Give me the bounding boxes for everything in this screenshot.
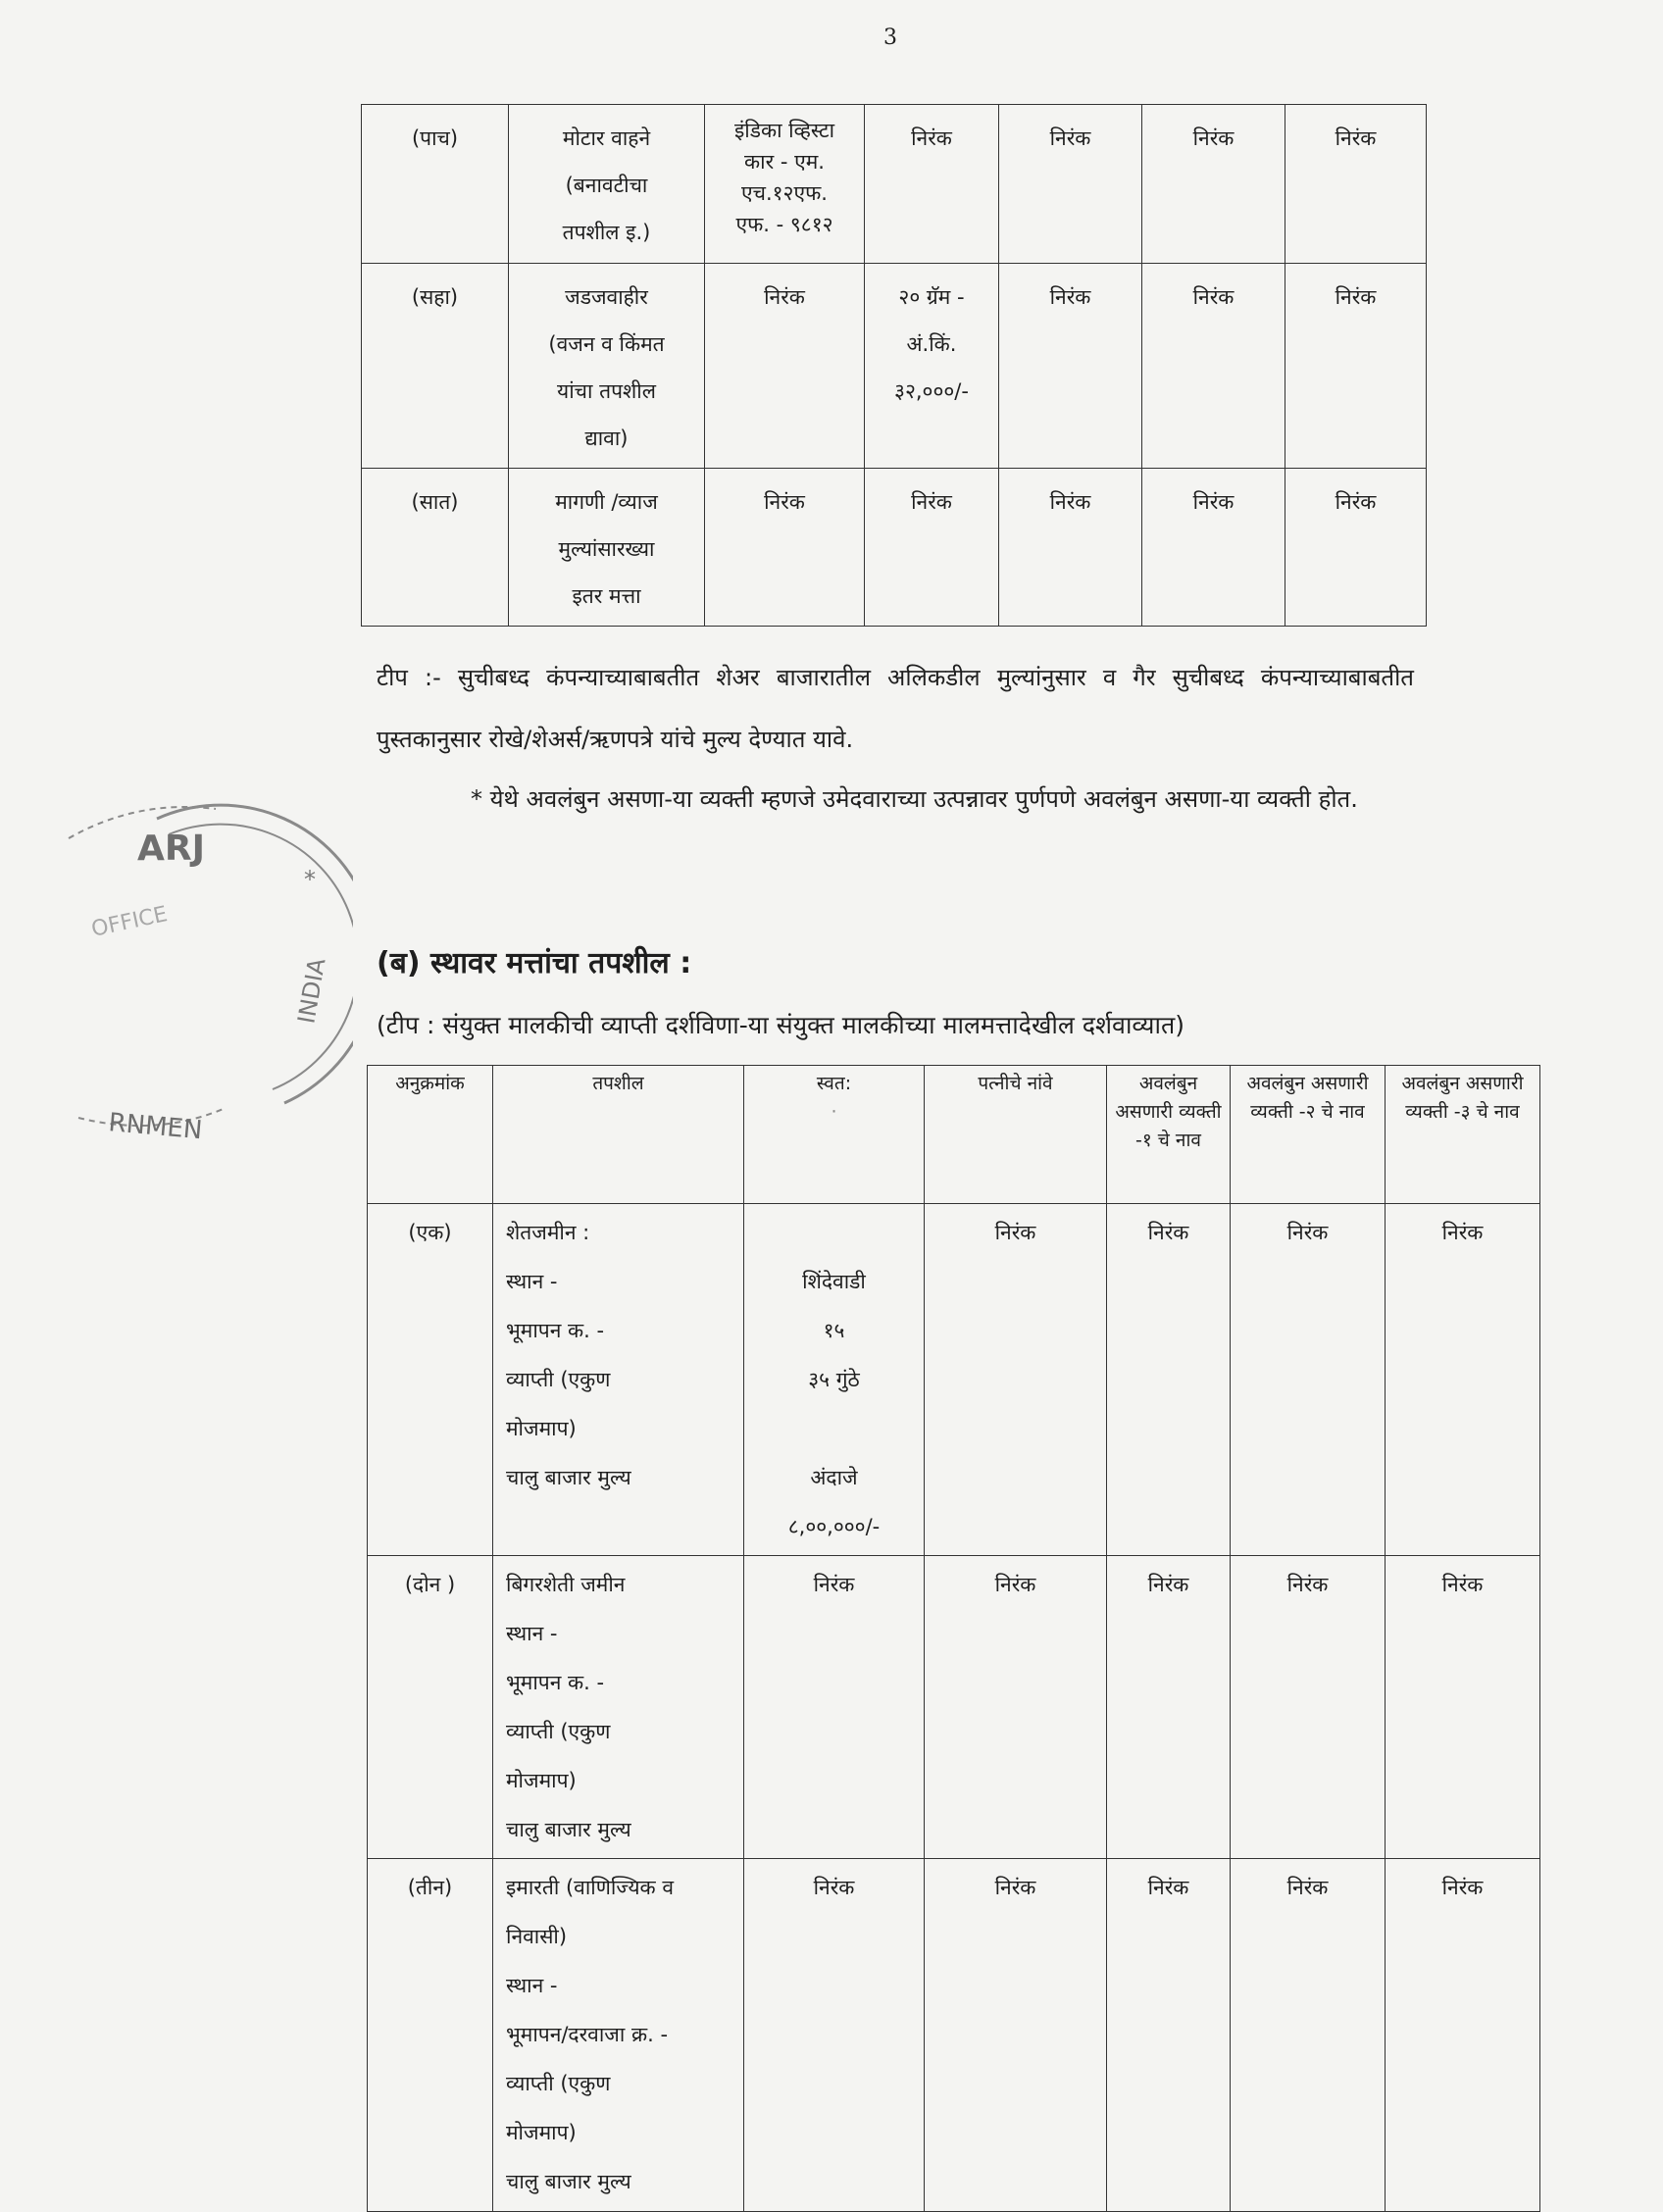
table-row: [368, 1204, 1540, 1556]
seal-bottom-text: RNMEN: [107, 1108, 204, 1146]
details-cell-line: स्थान -: [506, 1974, 558, 1997]
self-cell: [744, 1556, 925, 1859]
details-cell-line: भूमापन क. -: [506, 1671, 605, 1694]
description-cell-line: मोटार वाहने: [562, 126, 651, 150]
details-cell-line: मोजमाप): [506, 1769, 577, 1792]
details-cell-line: भूमापन/दरवाजा क्र. -: [506, 2023, 669, 2046]
table-row: [368, 1859, 1540, 2212]
header-self: स्वत: ·: [744, 1066, 925, 1204]
description-cell-line: जडजवाहीर: [565, 285, 648, 309]
spouse-cell-line: २० ग्रॅम -: [898, 285, 965, 309]
details-cell-line: चालु बाजार मुल्य: [506, 1466, 631, 1489]
description-cell: [509, 469, 705, 627]
details-cell-line: व्याप्ती (एकुण: [506, 1720, 611, 1743]
details-cell-line: चालु बाजार मुल्य: [506, 2170, 631, 2193]
spouse-cell: निरंक: [865, 469, 999, 627]
spouse-cell: [865, 264, 999, 469]
dependent-3-cell: निरंक: [1386, 1859, 1540, 2212]
seal-middle-text: OFFICE: [89, 902, 170, 942]
self-cell: [705, 469, 865, 627]
note-dependents: * येथे अवलंबुन असणा-या व्यक्ती म्हणजे उमेदवाराच्या उत्पन्नावर पुर्णपणे अवलंबुन असणा-या व्यक्ती होत.: [471, 785, 1358, 813]
details-cell: [493, 1204, 744, 1556]
dependent-1-cell: निरंक: [999, 469, 1142, 627]
self-cell: [705, 105, 865, 264]
self-cell-line: [752, 1404, 916, 1453]
self-cell-line: निरंक: [813, 1573, 855, 1596]
self-cell: [744, 1859, 925, 2212]
self-cell-line: एच.१२एफ.: [741, 181, 828, 205]
dependent-2-cell: निरंक: [1231, 1556, 1386, 1859]
spouse-cell-line: अं.किं.: [906, 332, 957, 356]
details-cell: [493, 1859, 744, 2212]
self-cell-line: निरंक: [813, 1876, 855, 1899]
description-cell: [509, 105, 705, 264]
self-cell-line: [752, 1208, 916, 1257]
seal-star-icon: *: [304, 866, 316, 893]
description-cell-line: मुल्यांसारख्या: [558, 537, 655, 561]
serial-cell: (सात): [362, 469, 509, 627]
dependent-1-cell: निरंक: [1107, 1556, 1231, 1859]
spouse-cell-line: ३२,०००/-: [894, 379, 969, 403]
dependent-2-cell: निरंक: [1231, 1204, 1386, 1556]
self-cell-line: कार - एम.: [744, 150, 825, 174]
details-cell-line: व्याप्ती (एकुण: [506, 2072, 611, 2095]
self-cell-line: निरंक: [764, 490, 805, 514]
description-cell-line: यांचा तपशील: [557, 379, 656, 403]
dependent-3-cell: निरंक: [1285, 469, 1427, 627]
page-number: 3: [883, 25, 897, 50]
seal-top-text: ARJ: [137, 829, 205, 869]
details-cell-line: स्थान -: [506, 1270, 558, 1293]
header-spouse: पत्नीचे नांवे: [925, 1066, 1107, 1204]
details-cell-line: व्याप्ती (एकुण: [506, 1368, 611, 1391]
dependent-1-cell: निरंक: [1107, 1204, 1231, 1556]
description-cell-line: (बनावटीचा: [565, 174, 648, 197]
serial-cell: (तीन): [368, 1859, 493, 2212]
header-dependent-1: अवलंबुन असणारी व्यक्ती -१ चे नाव: [1107, 1066, 1231, 1204]
table-header-row: [368, 1066, 1540, 1204]
spouse-cell: निरंक: [925, 1556, 1107, 1859]
dependent-2-cell: निरंक: [1142, 264, 1285, 469]
description-cell-line: द्यावा): [584, 427, 629, 450]
dependent-2-cell: निरंक: [1142, 469, 1285, 627]
dependent-3-cell: निरंक: [1386, 1556, 1540, 1859]
note-listed-companies: टीप :- सुचीबध्द कंपन्याच्याबाबतीत शेअर बाजारातील अलिकडील मुल्यांनुसार व गैर सुचीबध्द कंपन्याच्याबाबतीत पुस्तकानुसार रोखे/शेअर्स/ऋणपत्रे यांचे मुल्य देण्यात यावे.: [377, 664, 1414, 753]
spouse-cell: निरंक: [865, 105, 999, 264]
dependent-2-cell: निरंक: [1231, 1859, 1386, 2212]
description-cell: [509, 264, 705, 469]
serial-cell: (एक): [368, 1204, 493, 1556]
details-cell-line: भूमापन क. -: [506, 1319, 605, 1342]
dependent-2-cell: निरंक: [1142, 105, 1285, 264]
serial-cell: (दोन ): [368, 1556, 493, 1859]
details-cell-line: मोजमाप): [506, 1417, 577, 1440]
dependent-1-cell: निरंक: [999, 105, 1142, 264]
dependent-3-cell: निरंक: [1285, 105, 1427, 264]
details-cell-line: चालु बाजार मुल्य: [506, 1818, 631, 1841]
immovable-assets-table: [367, 1065, 1540, 2212]
header-dependent-2: अवलंबुन असणारी व्यक्ती -२ चे नाव: [1231, 1066, 1386, 1204]
self-cell-line: निरंक: [764, 285, 805, 309]
description-cell-line: मागणी /व्याज: [555, 490, 658, 514]
spouse-cell: निरंक: [925, 1204, 1107, 1556]
header-dependent-3: अवलंबुन असणारी व्यक्ती -३ चे नाव: [1386, 1066, 1540, 1204]
self-cell-line: शिंदेवाडी: [802, 1270, 866, 1293]
seal-side-text: INDIA: [292, 956, 331, 1027]
self-cell-line: १५: [823, 1319, 845, 1342]
office-seal: [39, 779, 353, 1152]
header-serial: अनुक्रमांक: [368, 1066, 493, 1204]
details-cell-line: शेतजमीन :: [506, 1221, 590, 1244]
self-cell-line: इंडिका व्हिस्टा: [733, 119, 835, 142]
table-row: [362, 469, 1427, 627]
serial-cell: (सहा): [362, 264, 509, 469]
details-cell-line: इमारती (वाणिज्यिक व: [506, 1876, 675, 1899]
description-cell-line: (वजन व किंमत: [548, 332, 665, 356]
details-cell-line: मोजमाप): [506, 2121, 577, 2144]
details-cell-line: निवासी): [506, 1925, 568, 1948]
movable-assets-table: [361, 104, 1427, 627]
description-cell-line: इतर मत्ता: [572, 584, 641, 608]
table-row: [362, 105, 1427, 264]
self-cell: [705, 264, 865, 469]
details-cell-line: बिगरशेती जमीन: [506, 1573, 626, 1596]
dependent-3-cell: निरंक: [1285, 264, 1427, 469]
header-details: तपशील: [493, 1066, 744, 1204]
section-heading-immovable: (ब) स्थावर मत्तांचा तपशील :: [377, 946, 692, 980]
table-row: [362, 264, 1427, 469]
self-cell-line: एफ. - ९८१२: [735, 213, 833, 236]
details-cell-line: स्थान -: [506, 1622, 558, 1645]
self-cell-line: अंदाजे: [810, 1466, 858, 1489]
serial-cell: (पाच): [362, 105, 509, 264]
dependent-3-cell: निरंक: [1386, 1204, 1540, 1556]
dependent-1-cell: निरंक: [1107, 1859, 1231, 2212]
self-cell-line: ३५ गुंठे: [808, 1368, 860, 1391]
self-cell: [744, 1204, 925, 1556]
section-note-joint-ownership: (टीप : संयुक्त मालकीची व्याप्ती दर्शविणा-या संयुक्त मालकीच्या मालमत्तादेखील दर्शवाव्यात): [377, 1011, 1184, 1039]
spouse-cell: निरंक: [925, 1859, 1107, 2212]
description-cell-line: तपशील इ.): [562, 221, 651, 244]
dependent-1-cell: निरंक: [999, 264, 1142, 469]
self-cell-line: ८,००,०००/-: [787, 1515, 881, 1538]
details-cell: [493, 1556, 744, 1859]
table-row: [368, 1556, 1540, 1859]
